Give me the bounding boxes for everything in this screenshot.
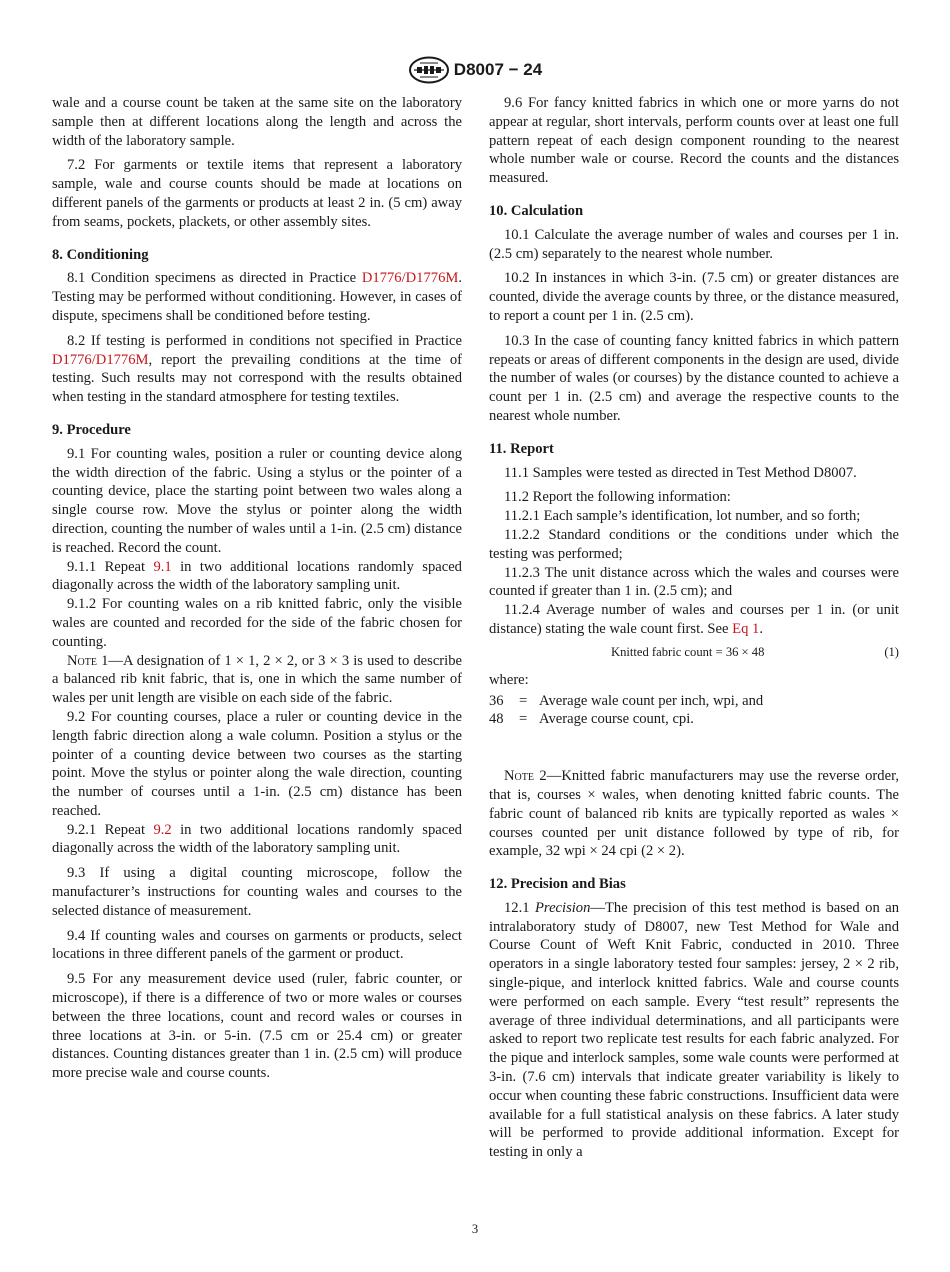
- note-1: Note 1—A designation of 1 × 1, 2 × 2, or 3 × 3 is used to describe a balanced rib knit fabric, that is, one in which the same number of wales per unit length are visible on each side of the fabric.: [52, 652, 462, 707]
- link-eq-1[interactable]: Eq 1: [732, 620, 760, 637]
- where-list: [489, 692, 899, 730]
- paragraph-9-6: 9.6 For fancy knitted fabrics in which one or more yarns do not appear at regular, short intervals, perform counts over at least one full pattern repeat of each design component rounding to the nearest whole number wale or course. Record the counts and the distances measured.: [489, 95, 899, 187]
- where-row: 36 = Average wale count per inch, wpi, and: [489, 692, 764, 709]
- section-heading-calculation: 10. Calculation: [489, 202, 584, 219]
- paragraph-11-2-1: 11.2.1 Each sample’s identification, lot number, and so forth;: [504, 508, 861, 525]
- paragraph-11-2-4: 11.2.4 Average number of wales and courses per 1 in. (or unit distance) stating the wale count first. See Eq 1.: [489, 602, 899, 637]
- paragraph-10-2: 10.2 In instances in which 3-in. (7.5 cm) or greater distances are counted, divide the average counts by three, or the distance measured, to report a count per 1 in. (2.5 cm).: [489, 270, 899, 324]
- section-heading-report: 11. Report: [489, 440, 554, 457]
- where-row: 48 = Average course count, cpi.: [489, 711, 694, 728]
- paragraph-8-2: 8.2 If testing is performed in conditions not specified in Practice D1776/D1776M, report the prevailing conditions at the time of testing. Such results may not correspond with the results obtained when testing in the standard atmosphere for testing textiles.: [52, 332, 462, 406]
- paragraph-9-2-1: 9.2.1 Repeat 9.2 in two additional locations randomly spaced diagonally across the width of the laboratory sampling unit.: [52, 821, 462, 857]
- link-d1776-2[interactable]: D1776/D1776M: [52, 351, 149, 368]
- paragraph-9-1-1: 9.1.1 Repeat 9.1 in two additional locations randomly spaced diagonally across the width of the laboratory sampling unit.: [52, 558, 462, 594]
- paragraph-9-2: 9.2 For counting courses, place a ruler or counting device in the length fabric direction along a wale column. Position a stylus or the pointer of a counting device between two courses as the starting point. Move the stylus or pointer along the wale direction, counting the number of courses until a 1-in. (2.5 cm) distance has been reached.: [52, 708, 462, 819]
- paragraph-10-3: 10.3 In the case of counting fancy knitted fabrics in which pattern repeats or areas of different components in the design are used, divide the number of wales (or courses) by the distance counted to achieve a count per 1 in. (2.5 cm) and average the respective counts to the nearest whole number.: [489, 332, 899, 424]
- paragraph-9-1-2: 9.1.2 For counting wales on a rib knitted fabric, only the visible wales are counted and recorded for the side of the fabric chosen for counting.: [52, 596, 462, 650]
- section-heading-procedure: 9. Procedure: [52, 421, 131, 438]
- link-d1776[interactable]: D1776/D1776M: [361, 270, 459, 287]
- paragraph-11-1: 11.1 Samples were tested as directed in Test Method D8007.: [504, 464, 857, 481]
- standard-designation: D8007 − 24: [453, 60, 543, 79]
- paragraph-8-1: 8.1 Condition specimens as directed in Practice D1776/D1776M. Testing may be performed without conditioning. However, in cases of dispute, specimens shall be conditioned before testing.: [52, 270, 462, 324]
- equation-expression: Knitted fabric count = 36 × 48: [611, 644, 765, 659]
- paragraph-11-2-3: 11.2.3 The unit distance across which the wales and courses were counted if greater than 1 in. (2.5 cm); and: [489, 564, 899, 600]
- left-column: [52, 94, 462, 1083]
- paragraph-11-2-2: 11.2.2 Standard conditions or the conditions under which the testing was performed;: [489, 526, 899, 562]
- section-heading-conditioning: 8. Conditioning: [52, 246, 149, 263]
- link-9-2[interactable]: 9.2: [153, 821, 172, 838]
- paragraph-9-1: 9.1 For counting wales, position a ruler or counting device along the width direction of the fabric. Using a stylus or the pointer of a counting device, place the starting point between two wales along a single course row. Move the stylus or pointer along the width direction, counting the number of wales until a 1-in. (2.5 cm) distance is reached. Record the count.: [52, 445, 462, 556]
- section-heading-precision-bias: 12. Precision and Bias: [489, 876, 626, 893]
- right-column: [489, 94, 899, 1162]
- link-9-1[interactable]: 9.1: [153, 558, 172, 575]
- paragraph-continuation: wale and a course count be taken at the same site on the laboratory sample then at different locations along the length and across the width of the laboratory sample.: [52, 95, 462, 149]
- paragraph-10-1: 10.1 Calculate the average number of wales and courses per 1 in. (2.5 cm) separately to the nearest whole number.: [489, 226, 899, 262]
- astm-logo-icon: [408, 56, 450, 84]
- equation-number: (1): [884, 644, 899, 659]
- note-2: Note 2—Knitted fabric manufacturers may use the reverse order, that is, courses × wales, when denoting knitted fabric counts. The fabric count of balanced rib knits are typically reported as wales × courses counted per unit distance followed by type of rib, for example, 32 wpi × 24 cpi (2 × 2).: [489, 768, 899, 860]
- paragraph-12-1: 12.1 Precision—The precision of this test method is based on an intralaboratory study of D8007, new Test Method for Wale and Course Count of Weft Knit Fabric, conducted in 2010. Three operators in a single laboratory tested four samples: jersey, 2 × 2 rib, single-pique, and interlock knitted fabrics. Wale and course counts were performed on each sample. Every “test result” represents the average of three individual determinations, and all participants were asked to report two replicate test results for each fabric analyzed. For the pique and interlock samples, some wale counts were performed at 3-in. (7.6 cm) intervals that indicate greater variability is likely to occur when counting these fabric constructions. Insufficient data were available for a full statistical analysis on these fabrics. A later study will be performed to provide additional information. Except for testing in only a: [489, 899, 899, 1161]
- paragraph-9-4: 9.4 If counting wales and courses on garments or products, select locations in three different panels of the garment or product.: [52, 927, 462, 963]
- paragraph-11-2: 11.2 Report the following information:: [504, 489, 731, 506]
- where-label: where:: [489, 671, 529, 688]
- paragraph-7-2: 7.2 For garments or textile items that represent a laboratory sample, wale and course counts should be made at locations on different panels of the garments or products at least 2 in. (5 cm) away from seams, pockets, plackets, or other assembly sites.: [52, 157, 462, 230]
- paragraph-9-5: 9.5 For any measurement device used (ruler, fabric counter, or microscope), if there is a difference of two or more wales or courses between the three locations, count and record wales or courses in three locations at 3-in. or 5-in. (7.5 cm or 25.4 cm) or greater distances. Counting distances greater than 1 in. (2.5 cm) will produce more precise wale and course counts.: [52, 971, 462, 1082]
- paragraph-9-3: 9.3 If using a digital counting microscope, follow the manufacturer’s instructions for counting wales and courses to the selected distance of measurement.: [52, 865, 462, 919]
- page-number: 3: [471, 1222, 479, 1236]
- page-header: [0, 54, 950, 86]
- equation-1: [489, 643, 899, 661]
